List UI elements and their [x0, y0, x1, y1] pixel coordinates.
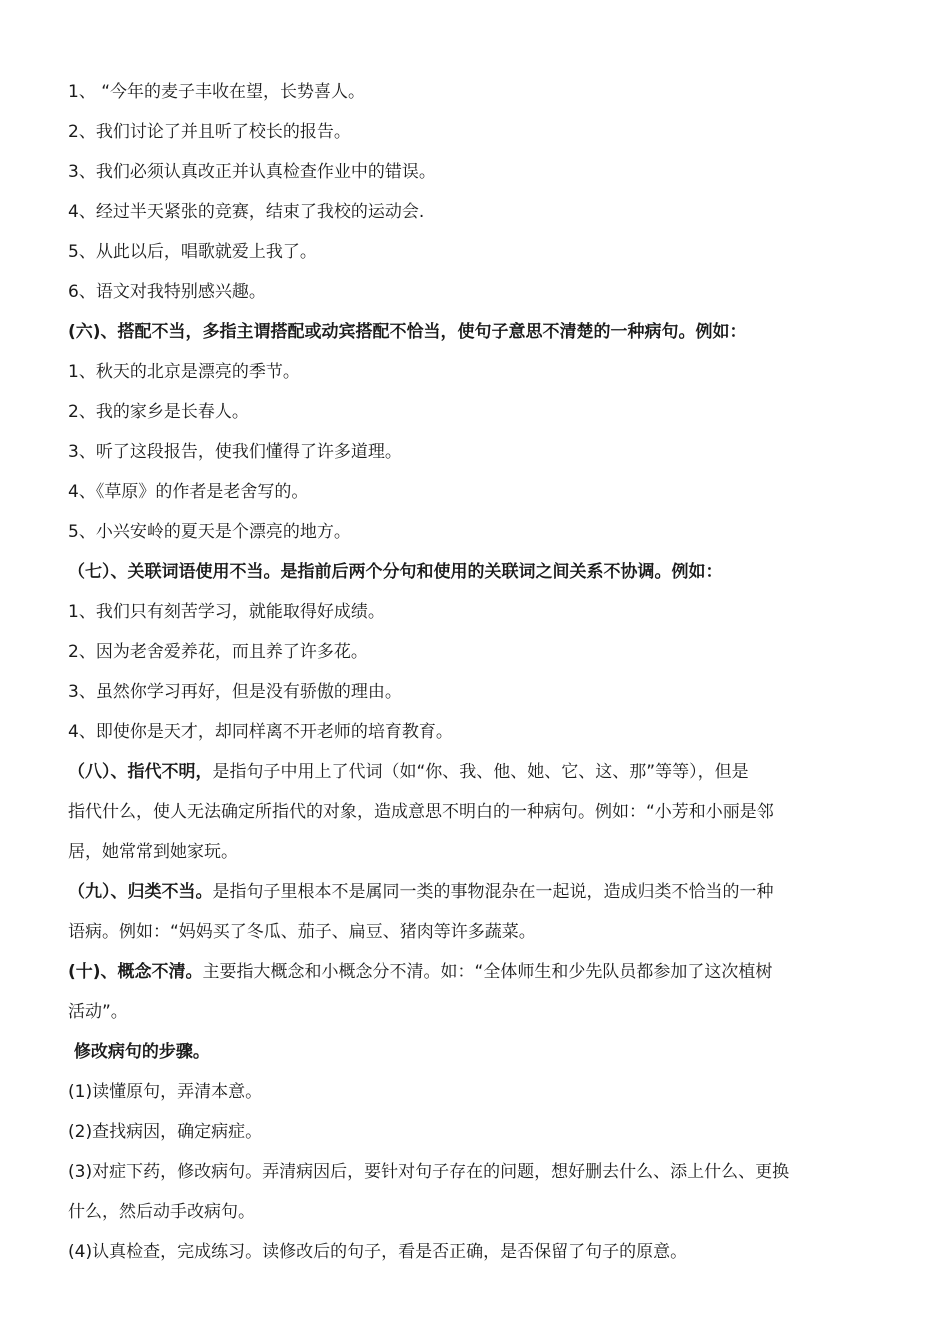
list-item: 1、我们只有刻苦学习，就能取得好成绩。	[68, 602, 385, 622]
section-10-text: 主要指大概念和小概念分不清。如：“全体师生和少先队员都参加了这次植树	[202, 962, 773, 982]
list-item: 2、因为老舍爱养花，而且养了许多花。	[68, 642, 368, 662]
section-9-line-1	[68, 872, 880, 912]
step-3-line-2: 什么，然后动手改病句。	[68, 1202, 255, 1222]
section-8-line-2: 指代什么，使人无法确定所指代的对象，造成意思不明白的一种病句。例如：“小芳和小丽是邻	[68, 802, 774, 822]
section-9-text: 是指句子里根本不是属同一类的事物混杂在一起说，造成归类不恰当的一种	[212, 882, 774, 902]
steps-heading: 修改病句的步骤。	[68, 1042, 210, 1062]
section-9-lead: （九）、归类不当。	[68, 882, 213, 902]
step-3-line-1: (3)对症下药，修改病句。弄清病因后，要针对句子存在的问题，想好删去什么、添上什么、更换	[68, 1162, 790, 1182]
section-9-line-2: 语病。例如：“妈妈买了冬瓜、茄子、扁豆、猪肉等许多蔬菜。	[68, 922, 536, 942]
section-heading-6: (六)、搭配不当，多指主谓搭配或动宾搭配不恰当，使句子意思不清楚的一种病句。例如：	[68, 322, 747, 342]
list-item: 1、秋天的北京是漂亮的季节。	[68, 362, 300, 382]
list-item: 2、我的家乡是长春人。	[68, 402, 249, 422]
section-8-text: 是指句子中用上了代词（如“你、我、他、她、它、这、那”等等），但是	[212, 762, 749, 782]
text-line: 3、我们必须认真改正并认真检查作业中的错误。	[68, 162, 436, 182]
section-10-lead: (十)、概念不清。	[68, 962, 203, 982]
section-heading-7: （七）、关联词语使用不当。是指前后两个分句和使用的关联词之间关系不协调。例如：	[68, 562, 723, 582]
section-8-line-3: 居，她常常到她家玩。	[68, 842, 238, 862]
section-10-line-2: 活动”。	[68, 1002, 128, 1022]
list-item: 5、小兴安岭的夏天是个漂亮的地方。	[68, 522, 351, 542]
text-line: 4、经过半天紧张的竞赛，结束了我校的运动会.	[68, 202, 425, 222]
list-item: 3、虽然你学习再好，但是没有骄傲的理由。	[68, 682, 402, 702]
text-line: 5、从此以后，唱歌就爱上我了。	[68, 242, 317, 262]
list-item: 3、听了这段报告，使我们懂得了许多道理。	[68, 442, 402, 462]
section-8-lead: （八）、指代不明，	[68, 762, 213, 782]
text-line: 2、我们讨论了并且听了校长的报告。	[68, 122, 351, 142]
step-1: (1)读懂原句，弄清本意。	[68, 1082, 263, 1102]
text-line: 6、语文对我特别感兴趣。	[68, 282, 266, 302]
step-4: (4)认真检查，完成练习。读修改后的句子，看是否正确，是否保留了句子的原意。	[68, 1242, 688, 1262]
step-2: (2)查找病因，确定病症。	[68, 1122, 263, 1142]
list-item: 4、即使你是天才，却同样离不开老师的培育教育。	[68, 722, 453, 742]
list-item: 4、《草原》的作者是老舍写的。	[68, 482, 309, 502]
text-line: 1、 “今年的麦子丰收在望，长势喜人。	[68, 82, 366, 102]
section-8-line-1	[68, 752, 880, 792]
section-10-line-1	[68, 952, 880, 992]
